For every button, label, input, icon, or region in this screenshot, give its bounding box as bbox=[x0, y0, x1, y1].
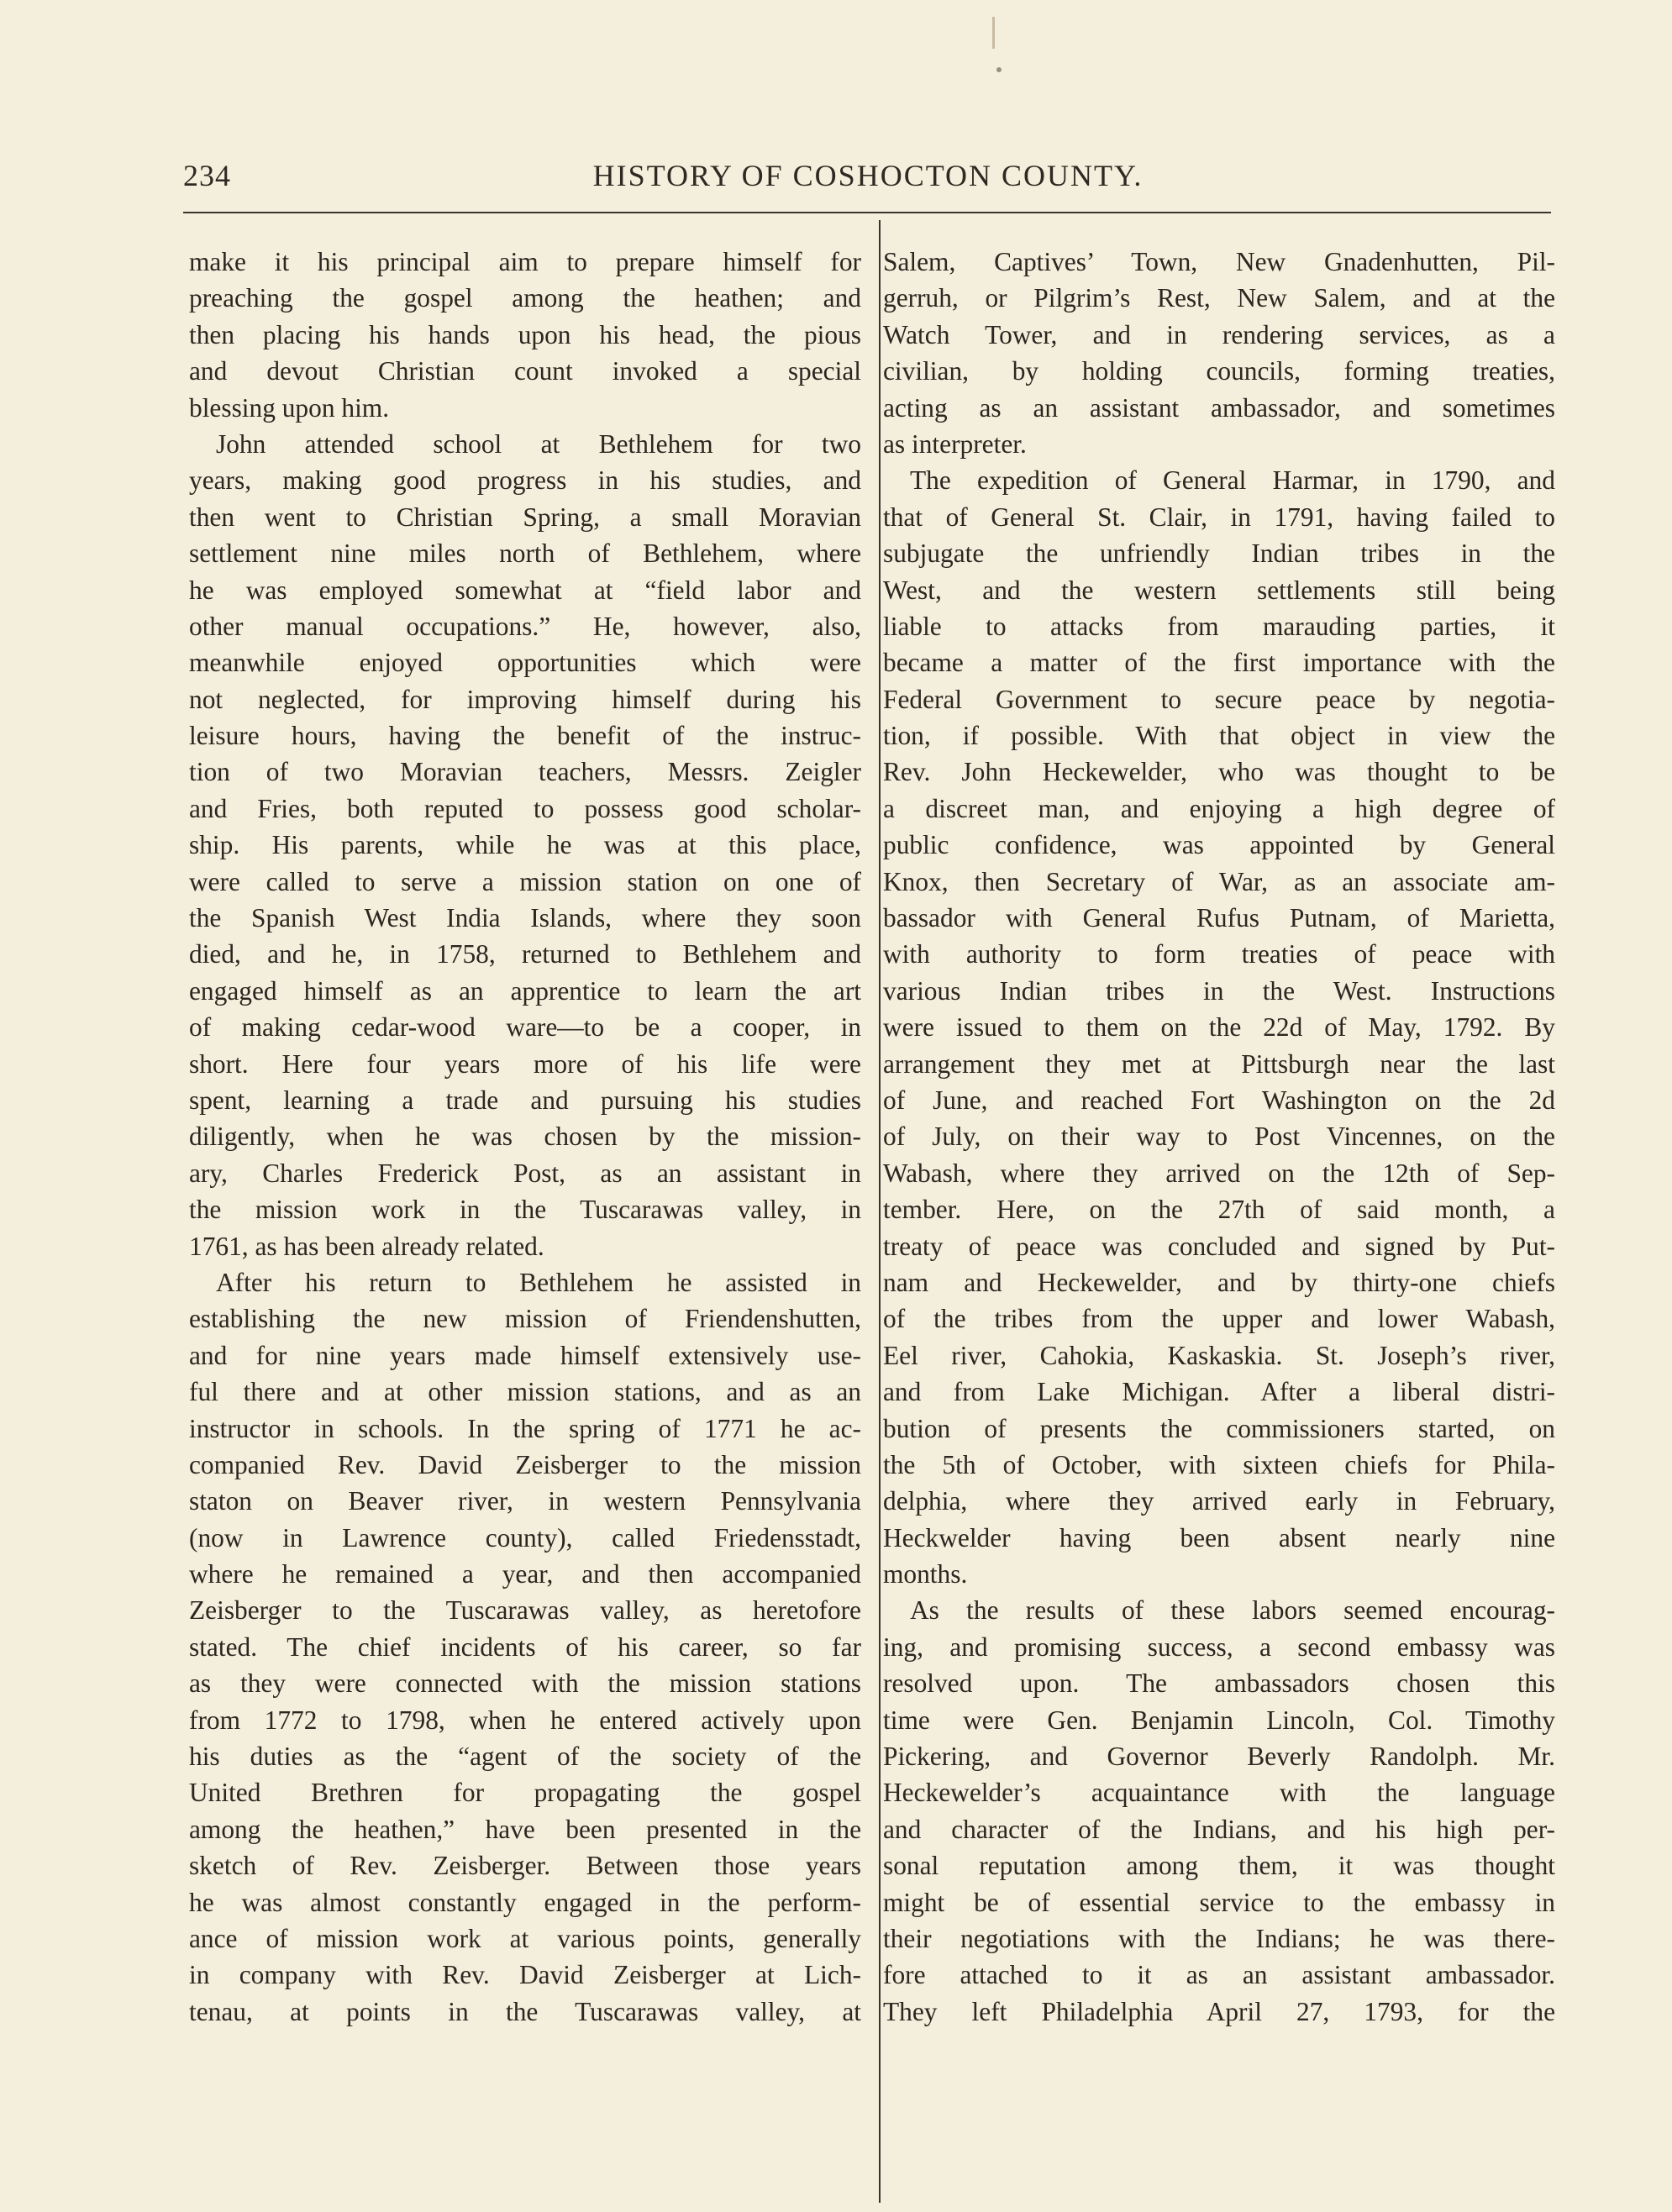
text-line: Watch Tower, and in rendering services, as a bbox=[883, 319, 1555, 349]
text-line: tenau, at points in the Tuscarawas valley, at bbox=[189, 1996, 861, 2026]
text-line: where he remained a year, and then accompanied bbox=[189, 1559, 861, 1589]
running-title: HISTORY OF COSHOCTON COUNTY. bbox=[592, 159, 1144, 192]
text-line: settlement nine miles north of Bethlehem, where bbox=[189, 539, 861, 569]
text-line: sketch of Rev. Zeisberger. Between those years bbox=[189, 1851, 861, 1881]
scan-mark bbox=[992, 17, 995, 49]
text-line: ance of mission work at various points, generally bbox=[189, 1923, 861, 1953]
text-line: After his return to Bethlehem he assisted in bbox=[216, 1267, 861, 1297]
text-line: Zeisberger to the Tuscarawas valley, as heretofore bbox=[189, 1595, 861, 1626]
text-line: short. Here four years more of his life were bbox=[189, 1048, 861, 1079]
text-line: various Indian tribes in the West. Instructions bbox=[883, 975, 1555, 1006]
text-line: in company with Rev. David Zeisberger at Lich- bbox=[189, 1960, 861, 1990]
text-line: As the results of these labors seemed encourag- bbox=[910, 1595, 1555, 1626]
text-line: and character of the Indians, and his high per- bbox=[883, 1814, 1555, 1844]
text-line: and devout Christian count invoked a special bbox=[189, 356, 861, 386]
text-line: civilian, by holding councils, forming treaties, bbox=[883, 356, 1555, 386]
text-line: engaged himself as an apprentice to learn the art bbox=[189, 975, 861, 1006]
text-line: and from Lake Michigan. After a liberal distri- bbox=[883, 1377, 1555, 1407]
text-line: treaty of peace was concluded and signed by Put- bbox=[883, 1231, 1555, 1261]
text-line: John attended school at Bethlehem for two bbox=[216, 428, 861, 459]
text-line: Federal Government to secure peace by negotia- bbox=[883, 684, 1555, 714]
text-line: he was almost constantly engaged in the perform- bbox=[189, 1887, 861, 1917]
text-line: years, making good progress in his studies, and bbox=[189, 465, 861, 496]
text-line: he was employed somewhat at “field labor and bbox=[189, 575, 861, 605]
text-line: with authority to form treaties of peace with bbox=[883, 939, 1555, 969]
text-line: blessing upon him. bbox=[189, 392, 390, 423]
text-line: tember. Here, on the 27th of said month, a bbox=[883, 1195, 1555, 1225]
left-column bbox=[189, 244, 861, 2030]
text-line: of the tribes from the upper and lower Wabash, bbox=[883, 1304, 1555, 1334]
text-line: of making cedar-wood ware—to be a cooper, in bbox=[189, 1012, 861, 1043]
text-line: Salem, Captives’ Town, New Gnadenhutten, Pil- bbox=[883, 247, 1555, 276]
text-line: Wabash, where they arrived on the 12th of Sep- bbox=[883, 1158, 1555, 1188]
text-line: instructor in schools. In the spring of 1771 he ac- bbox=[189, 1413, 861, 1443]
text-line: tion, if possible. With that object in view the bbox=[883, 721, 1555, 751]
page-number: 234 bbox=[183, 159, 231, 192]
text-line: died, and he, in 1758, returned to Bethlehem and bbox=[189, 939, 861, 969]
text-line: delphia, where they arrived early in February, bbox=[883, 1486, 1555, 1516]
text-line: spent, learning a trade and pursuing his studies bbox=[189, 1085, 861, 1115]
text-line: other manual occupations.” He, however, also, bbox=[189, 611, 861, 641]
text-line: Heckewelder’s acquaintance with the language bbox=[883, 1778, 1555, 1808]
text-line: were issued to them on the 22d of May, 1792. By bbox=[883, 1012, 1555, 1043]
text-line: as interpreter. bbox=[883, 428, 1027, 459]
text-line: not neglected, for improving himself during his bbox=[189, 684, 861, 714]
text-line: became a matter of the first importance with the bbox=[883, 648, 1555, 678]
text-line: and for nine years made himself extensively use- bbox=[189, 1340, 861, 1370]
text-line: ful there and at other mission stations, and as an bbox=[189, 1377, 861, 1407]
text-line: and Fries, both reputed to possess good scholar- bbox=[189, 793, 861, 823]
page-header bbox=[183, 150, 1553, 197]
text-line: stated. The chief incidents of his career, so far bbox=[189, 1631, 861, 1662]
text-line: might be of essential service to the embassy in bbox=[883, 1887, 1555, 1917]
text-line: bassador with General Rufus Putnam, of Marietta, bbox=[883, 903, 1555, 933]
scan-dot bbox=[996, 67, 1002, 72]
text-line: of July, on their way to Post Vincennes, on the bbox=[883, 1122, 1555, 1152]
text-line: Heckwelder having been absent nearly nine bbox=[883, 1522, 1555, 1553]
text-line: gerruh, or Pilgrim’s Rest, New Salem, and at the bbox=[883, 283, 1555, 313]
text-line: months. bbox=[883, 1559, 968, 1589]
text-line: preaching the gospel among the heathen; and bbox=[189, 283, 861, 313]
text-line: United Brethren for propagating the gospel bbox=[189, 1778, 861, 1808]
text-line: Rev. John Heckewelder, who was thought to be bbox=[883, 757, 1555, 787]
text-line: make it his principal aim to prepare himself for bbox=[189, 247, 861, 276]
text-line: among the heathen,” have been presented in the bbox=[189, 1814, 861, 1844]
text-line: (now in Lawrence county), called Friedensstadt, bbox=[189, 1522, 861, 1553]
text-line: sonal reputation among them, it was thought bbox=[883, 1851, 1555, 1881]
text-line: companied Rev. David Zeisberger to the mission bbox=[189, 1449, 861, 1479]
text-line: the Spanish West India Islands, where they soon bbox=[189, 903, 861, 933]
header-rule bbox=[183, 212, 1551, 213]
text-line: bution of presents the commissioners started, on bbox=[883, 1413, 1555, 1443]
text-line: the 5th of October, with sixteen chiefs for Phila- bbox=[883, 1449, 1555, 1479]
text-line: subjugate the unfriendly Indian tribes in the bbox=[883, 539, 1555, 569]
text-line: then went to Christian Spring, a small Moravian bbox=[189, 502, 861, 532]
text-line: his duties as the “agent of the society of the bbox=[189, 1742, 861, 1772]
text-line: Eel river, Cahokia, Kaskaskia. St. Joseph’s river, bbox=[883, 1340, 1555, 1370]
text-line: meanwhile enjoyed opportunities which were bbox=[189, 648, 861, 678]
text-line: tion of two Moravian teachers, Messrs. Zeigler bbox=[189, 757, 861, 787]
text-line: establishing the new mission of Friendenshutten, bbox=[189, 1304, 861, 1334]
text-line: Knox, then Secretary of War, as an associate am- bbox=[883, 866, 1555, 896]
text-line: leisure hours, having the benefit of the instruc- bbox=[189, 721, 861, 751]
text-line: acting as an assistant ambassador, and sometimes bbox=[883, 392, 1555, 423]
text-line: Pickering, and Governor Beverly Randolph. Mr. bbox=[883, 1742, 1555, 1772]
text-line: then placing his hands upon his head, the pious bbox=[189, 319, 861, 349]
right-column bbox=[883, 244, 1555, 2030]
text-line: staton on Beaver river, in western Pennsylvania bbox=[189, 1486, 861, 1516]
text-line: The expedition of General Harmar, in 1790, and bbox=[910, 465, 1555, 496]
text-line: diligently, when he was chosen by the mission- bbox=[189, 1122, 861, 1152]
text-line: a discreet man, and enjoying a high degree of bbox=[883, 793, 1555, 823]
text-line: were called to serve a mission station on one of bbox=[189, 866, 861, 896]
text-line: nam and Heckewelder, and by thirty-one chiefs bbox=[883, 1267, 1555, 1297]
text-line: from 1772 to 1798, when he entered actively upon bbox=[189, 1705, 861, 1735]
text-line: ary, Charles Frederick Post, as an assistant in bbox=[189, 1158, 861, 1188]
text-line: of June, and reached Fort Washington on the 2d bbox=[883, 1085, 1555, 1115]
text-line: ing, and promising success, a second embassy was bbox=[883, 1631, 1555, 1662]
column-divider bbox=[879, 220, 881, 2203]
text-line: resolved upon. The ambassadors chosen this bbox=[883, 1668, 1555, 1699]
text-line: 1761, as has been already related. bbox=[189, 1231, 544, 1261]
text-line: time were Gen. Benjamin Lincoln, Col. Timothy bbox=[883, 1705, 1555, 1735]
text-line: West, and the western settlements still being bbox=[883, 575, 1555, 605]
text-line: ship. His parents, while he was at this place, bbox=[189, 830, 861, 860]
text-line: the mission work in the Tuscarawas valley, in bbox=[189, 1195, 861, 1225]
text-line: that of General St. Clair, in 1791, having failed to bbox=[883, 502, 1555, 532]
text-line: liable to attacks from marauding parties, it bbox=[883, 611, 1555, 641]
text-line: their negotiations with the Indians; he was there- bbox=[883, 1923, 1555, 1953]
text-line: They left Philadelphia April 27, 1793, for the bbox=[883, 1996, 1555, 2026]
text-line: as they were connected with the mission stations bbox=[189, 1668, 861, 1699]
text-line: public confidence, was appointed by General bbox=[883, 830, 1555, 860]
text-line: fore attached to it as an assistant ambassador. bbox=[883, 1960, 1555, 1990]
text-line: arrangement they met at Pittsburgh near the last bbox=[883, 1048, 1555, 1079]
